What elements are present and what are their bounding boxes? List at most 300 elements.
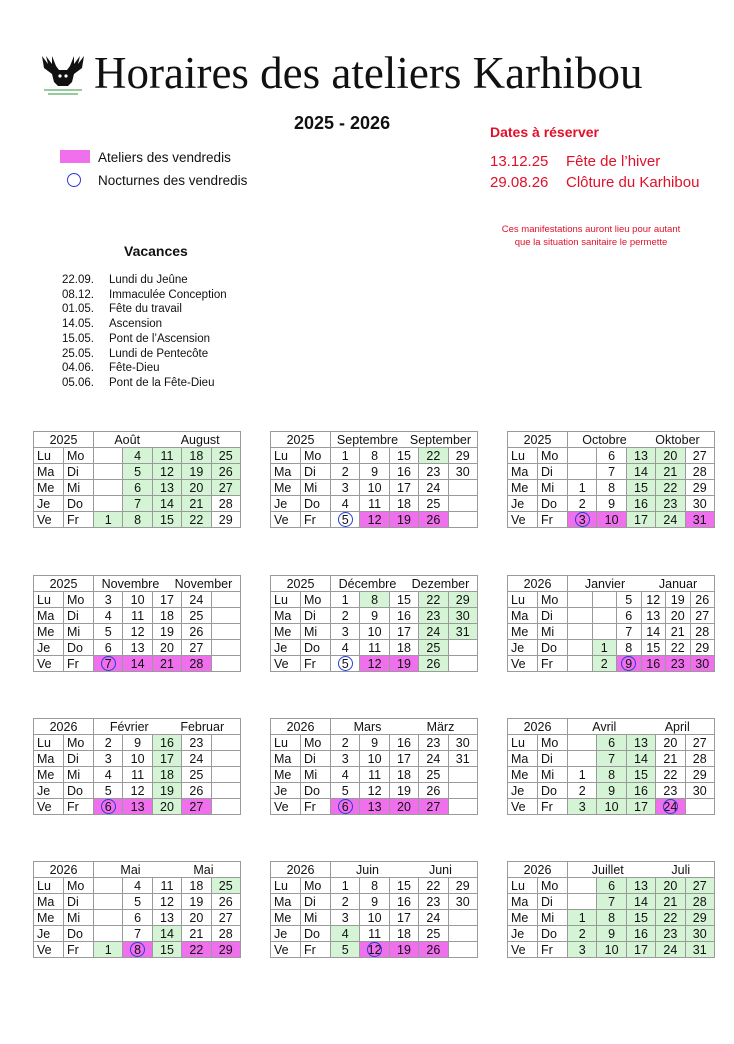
calendar-day-cell: 19: [666, 592, 691, 608]
calendar-week-row: [271, 592, 478, 608]
calendar-day-cell: 7: [597, 751, 626, 767]
calendar-day-cell: 26: [211, 894, 240, 910]
calendar-day-cell: 25: [182, 608, 211, 624]
calendar-day-cell: 27: [685, 878, 714, 894]
calendar-day-cell: 18: [389, 926, 418, 942]
calendar-day-cell: 7: [123, 496, 152, 512]
weekday-fr: Ma: [508, 464, 538, 480]
calendar-day-cell: 14: [152, 926, 181, 942]
weekday-fr: Ve: [271, 512, 301, 528]
calendar-day-cell: 26: [419, 512, 448, 528]
month-name-fr: Janvier: [584, 576, 626, 591]
calendar-day-cell: 5: [617, 592, 642, 608]
calendar-day-cell: 10: [360, 624, 389, 640]
month-calendar: [33, 431, 241, 528]
calendar-day-cell: 16: [389, 464, 418, 480]
calendar-day-cell: 6: [123, 910, 152, 926]
calendar-day-cell: 1: [331, 878, 360, 894]
month-name-fr: Février: [109, 719, 149, 734]
calendar-day-cell: 19: [389, 942, 418, 958]
calendar-day-cell: 27: [211, 910, 240, 926]
calendar-year: 2026: [508, 576, 568, 592]
calendar-month-header: [568, 862, 715, 878]
weekday-de: Di: [538, 894, 568, 910]
calendar-day-cell: [448, 496, 477, 512]
calendar-day-cell: 9: [597, 783, 626, 799]
calendar-day-cell: [568, 608, 593, 624]
calendar-day-cell: 15: [152, 942, 181, 958]
calendar-day-cell: 1: [568, 480, 597, 496]
calendar-day-cell: 5: [331, 656, 360, 672]
calendar-day-cell: 13: [626, 448, 655, 464]
calendar-week-row: [508, 799, 715, 815]
weekday-fr: Je: [508, 496, 538, 512]
vacances-label: Pont de l’Ascension: [109, 332, 211, 345]
calendar-day-cell: 18: [389, 496, 418, 512]
month-name-de: Februar: [180, 719, 225, 734]
weekday-fr: Lu: [271, 735, 301, 751]
calendar-day-cell: 16: [641, 656, 666, 672]
calendar-day-cell: [211, 799, 240, 815]
calendar-day-cell: 28: [182, 656, 211, 672]
nocturne-circle-icon: [101, 656, 116, 671]
month-name-de: März: [426, 719, 455, 734]
weekday-de: Fr: [64, 942, 94, 958]
calendar-day-cell: 22: [419, 592, 448, 608]
weekday-fr: Lu: [34, 735, 64, 751]
vacances-item: [62, 362, 160, 374]
calendar-day-cell: 4: [123, 878, 152, 894]
calendar-day-cell: 19: [389, 512, 418, 528]
calendar-month-header: [94, 862, 241, 878]
calendar-day-cell: 18: [389, 767, 418, 783]
calendar-day-cell: 6: [331, 799, 360, 815]
vacances-date: 14.05.: [62, 318, 94, 331]
vacances-item: [62, 333, 210, 345]
weekday-fr: Ve: [34, 512, 64, 528]
calendar-week-row: [271, 894, 478, 910]
weekday-de: Fr: [301, 512, 331, 528]
calendar-day-cell: 23: [419, 608, 448, 624]
calendar-year: 2026: [34, 719, 94, 735]
calendar-year: 2026: [271, 862, 331, 878]
nocturne-circle-icon: [621, 656, 636, 671]
calendar-day-cell: 1: [592, 640, 617, 656]
month-name-fr: Décembre: [338, 576, 397, 591]
calendar-day-cell: 19: [182, 894, 211, 910]
weekday-de: Do: [301, 926, 331, 942]
weekday-de: Di: [538, 608, 568, 624]
calendar-day-cell: 13: [641, 608, 666, 624]
weekday-fr: Lu: [271, 878, 301, 894]
calendar-day-cell: 2: [331, 608, 360, 624]
month-name-fr: Mai: [120, 862, 141, 877]
calendar-week-row: [508, 480, 715, 496]
calendar-day-cell: 20: [656, 448, 685, 464]
calendar-day-cell: 19: [182, 464, 211, 480]
weekday-de: Fr: [64, 512, 94, 528]
weekday-de: Do: [64, 783, 94, 799]
weekday-de: Fr: [538, 656, 568, 672]
weekday-de: Mo: [301, 592, 331, 608]
weekday-de: Fr: [301, 656, 331, 672]
calendar-day-cell: [94, 878, 123, 894]
weekday-fr: Ma: [271, 608, 301, 624]
calendar-day-cell: 22: [419, 448, 448, 464]
calendar-day-cell: 12: [641, 592, 666, 608]
calendar-day-cell: 14: [626, 894, 655, 910]
weekday-de: Mi: [64, 624, 94, 640]
calendar-day-cell: 4: [331, 926, 360, 942]
calendar-day-cell: [448, 910, 477, 926]
month-name-fr: Mars: [353, 719, 382, 734]
calendar-day-cell: 29: [685, 910, 714, 926]
vacances-label: Fête du travail: [109, 303, 182, 316]
calendar-day-cell: 8: [360, 878, 389, 894]
calendar-day-cell: 26: [419, 783, 448, 799]
calendar-day-cell: 17: [626, 942, 655, 958]
calendar-week-row: [34, 656, 241, 672]
month-name-de: Mai: [193, 862, 214, 877]
nocturne-circle-icon: [338, 656, 353, 671]
calendar-day-cell: [448, 656, 477, 672]
weekday-fr: Me: [271, 767, 301, 783]
calendar-day-cell: 3: [568, 942, 597, 958]
vacances-date: 05.06.: [62, 376, 94, 389]
vacances-date: 15.05.: [62, 332, 94, 345]
calendar-day-cell: 15: [626, 767, 655, 783]
weekday-fr: Me: [34, 480, 64, 496]
weekday-de: Fr: [64, 656, 94, 672]
calendar-day-cell: 8: [597, 910, 626, 926]
calendar-day-cell: 22: [656, 767, 685, 783]
weekday-de: Fr: [538, 942, 568, 958]
calendar-week-row: [271, 910, 478, 926]
calendar-day-cell: 12: [123, 783, 152, 799]
month-name-de: November: [174, 576, 233, 591]
calendar-month-header: [94, 719, 241, 735]
calendar-day-cell: 8: [360, 448, 389, 464]
calendar-day-cell: [568, 878, 597, 894]
calendar-day-cell: [448, 942, 477, 958]
weekday-fr: Ve: [508, 799, 538, 815]
calendar-day-cell: 10: [123, 751, 152, 767]
calendar-day-cell: 8: [597, 480, 626, 496]
calendar-day-cell: [94, 894, 123, 910]
calendar-week-row: [271, 448, 478, 464]
calendar-day-cell: [592, 592, 617, 608]
calendar-day-cell: 3: [94, 592, 123, 608]
calendar-day-cell: 10: [360, 480, 389, 496]
calendar-year: 2025: [508, 432, 568, 448]
calendar-month-header: [94, 576, 241, 592]
calendar-day-cell: 31: [685, 942, 714, 958]
weekday-fr: Me: [34, 624, 64, 640]
calendar-day-cell: 15: [389, 448, 418, 464]
calendar-day-cell: 10: [360, 751, 389, 767]
calendar-day-cell: 22: [656, 910, 685, 926]
reserve-event: Clôture du Karhibou: [566, 174, 700, 191]
calendar-week-row: [271, 735, 478, 751]
calendar-day-cell: 16: [626, 926, 655, 942]
weekday-de: Do: [301, 783, 331, 799]
weekday-de: Di: [301, 894, 331, 910]
weekday-fr: Ve: [271, 656, 301, 672]
calendar-day-cell: 24: [419, 624, 448, 640]
month-name-fr: Août: [114, 432, 141, 447]
calendar-week-row: [508, 878, 715, 894]
calendar-day-cell: 21: [182, 926, 211, 942]
calendar-day-cell: 25: [211, 878, 240, 894]
calendar-day-cell: 15: [152, 512, 181, 528]
calendar-day-cell: 15: [389, 592, 418, 608]
calendar-day-cell: [568, 894, 597, 910]
calendar-day-cell: [592, 608, 617, 624]
calendar-day-cell: 17: [152, 592, 181, 608]
calendar-day-cell: [211, 640, 240, 656]
calendar-day-cell: 5: [123, 894, 152, 910]
calendar-week-row: [271, 942, 478, 958]
calendar-week-row: [271, 767, 478, 783]
calendar-day-cell: 2: [568, 926, 597, 942]
calendar-day-cell: 11: [360, 640, 389, 656]
month-calendar: [270, 718, 478, 815]
calendar-day-cell: 11: [152, 878, 181, 894]
calendar-day-cell: [568, 735, 597, 751]
calendar-day-cell: 3: [331, 480, 360, 496]
weekday-de: Mo: [538, 878, 568, 894]
calendar-day-cell: 20: [182, 480, 211, 496]
calendar-day-cell: 17: [389, 480, 418, 496]
calendar-day-cell: 29: [448, 878, 477, 894]
calendar-day-cell: 9: [597, 496, 626, 512]
calendar-week-row: [271, 751, 478, 767]
calendar-day-cell: [448, 799, 477, 815]
calendar-week-row: [508, 592, 715, 608]
weekday-de: Di: [64, 464, 94, 480]
year-range: 2025 - 2026: [294, 113, 391, 133]
calendar-day-cell: 25: [211, 448, 240, 464]
calendar-day-cell: 31: [448, 624, 477, 640]
calendar-day-cell: [568, 592, 593, 608]
weekday-fr: Ma: [34, 464, 64, 480]
calendar-day-cell: [568, 640, 593, 656]
calendar-day-cell: 29: [211, 512, 240, 528]
calendar-day-cell: [568, 448, 597, 464]
calendar-day-cell: 26: [419, 942, 448, 958]
calendar-day-cell: 30: [685, 496, 714, 512]
calendar-day-cell: 9: [617, 656, 642, 672]
calendar-day-cell: 22: [182, 512, 211, 528]
weekday-de: Do: [538, 496, 568, 512]
calendar-day-cell: 18: [182, 448, 211, 464]
calendar-day-cell: 25: [419, 767, 448, 783]
weekday-fr: Me: [508, 480, 538, 496]
calendar-day-cell: 20: [389, 799, 418, 815]
calendar-day-cell: 10: [597, 942, 626, 958]
calendar-day-cell: 12: [360, 942, 389, 958]
vacances-date: 22.09.: [62, 274, 94, 286]
calendar-day-cell: 15: [389, 878, 418, 894]
calendar-week-row: [508, 894, 715, 910]
weekday-fr: Lu: [271, 592, 301, 608]
calendar-day-cell: 7: [597, 464, 626, 480]
weekday-fr: Je: [34, 640, 64, 656]
calendar-day-cell: 27: [685, 448, 714, 464]
calendar-day-cell: 26: [211, 464, 240, 480]
calendar-day-cell: 2: [331, 735, 360, 751]
calendar-day-cell: 29: [448, 592, 477, 608]
calendar-week-row: [271, 512, 478, 528]
calendar-day-cell: 13: [152, 480, 181, 496]
calendar-day-cell: 17: [626, 799, 655, 815]
month-calendar: [507, 718, 715, 815]
calendar-day-cell: 1: [331, 448, 360, 464]
calendar-day-cell: 2: [331, 464, 360, 480]
weekday-fr: Je: [34, 926, 64, 942]
calendar-day-cell: 28: [690, 624, 715, 640]
calendar-day-cell: 1: [94, 942, 123, 958]
calendar-day-cell: [592, 624, 617, 640]
weekday-de: Mi: [538, 910, 568, 926]
calendar-week-row: [34, 894, 241, 910]
calendar-day-cell: 19: [152, 624, 181, 640]
calendar-day-cell: 9: [360, 894, 389, 910]
nocturne-legend-circle-icon: [67, 173, 81, 187]
weekday-de: Mi: [64, 480, 94, 496]
month-name-de: August: [180, 432, 220, 447]
calendar-day-cell: 6: [94, 799, 123, 815]
calendar-day-cell: 29: [685, 480, 714, 496]
calendar-day-cell: 6: [123, 480, 152, 496]
calendar-week-row: [271, 783, 478, 799]
calendar-week-row: [34, 942, 241, 958]
calendar-year: 2025: [34, 576, 94, 592]
calendar-day-cell: 29: [690, 640, 715, 656]
weekday-fr: Lu: [34, 592, 64, 608]
weekday-de: Di: [301, 464, 331, 480]
calendar-day-cell: 22: [419, 878, 448, 894]
calendar-day-cell: 8: [597, 767, 626, 783]
calendar-day-cell: 12: [123, 624, 152, 640]
calendar-day-cell: 5: [331, 942, 360, 958]
weekday-fr: Je: [508, 783, 538, 799]
calendar-week-row: [34, 735, 241, 751]
nocturne-circle-icon: [101, 799, 116, 814]
calendar-day-cell: 25: [419, 496, 448, 512]
calendar-day-cell: 2: [568, 783, 597, 799]
calendar-day-cell: 27: [211, 480, 240, 496]
calendar-day-cell: 16: [626, 783, 655, 799]
calendar-day-cell: 3: [331, 751, 360, 767]
weekday-fr: Ve: [271, 942, 301, 958]
calendar-day-cell: 16: [389, 608, 418, 624]
calendar-day-cell: 17: [389, 624, 418, 640]
nocturne-legend-label: Nocturnes des vendredis: [98, 173, 248, 188]
calendar-week-row: [508, 751, 715, 767]
vacances-label: Lundi du Jeûne: [109, 274, 188, 286]
weekday-fr: Lu: [508, 735, 538, 751]
weekday-fr: Ve: [34, 942, 64, 958]
weekday-fr: Je: [271, 640, 301, 656]
calendar-day-cell: 4: [331, 640, 360, 656]
calendar-week-row: [34, 878, 241, 894]
weekday-de: Do: [64, 640, 94, 656]
calendar-day-cell: [448, 926, 477, 942]
calendar-day-cell: 16: [389, 894, 418, 910]
calendar-day-cell: [211, 624, 240, 640]
vacances-label: Immaculée Conception: [109, 288, 227, 301]
vacances-title: Vacances: [124, 243, 188, 259]
calendar-day-cell: 1: [568, 767, 597, 783]
calendar-day-cell: 5: [94, 624, 123, 640]
reserve-dates-title: Dates à réserver: [490, 124, 599, 140]
calendar-day-cell: [211, 592, 240, 608]
calendar-day-cell: 24: [182, 592, 211, 608]
calendar-day-cell: [211, 767, 240, 783]
calendar-day-cell: 26: [182, 624, 211, 640]
calendar-day-cell: 9: [123, 735, 152, 751]
calendar-day-cell: 24: [656, 799, 685, 815]
month-name-de: Juni: [428, 862, 452, 877]
nocturne-circle-icon: [130, 942, 145, 957]
calendar-day-cell: 24: [182, 751, 211, 767]
calendar-day-cell: 4: [94, 767, 123, 783]
weekday-de: Mo: [538, 735, 568, 751]
calendar-week-row: [508, 783, 715, 799]
calendar-month-header: [331, 432, 478, 448]
calendar-day-cell: 3: [331, 624, 360, 640]
calendar-week-row: [271, 878, 478, 894]
calendar-week-row: [508, 735, 715, 751]
calendar-week-row: [34, 783, 241, 799]
calendar-day-cell: [448, 640, 477, 656]
month-calendar: [270, 431, 478, 528]
weekday-de: Do: [538, 640, 568, 656]
calendar-month-header: [94, 432, 241, 448]
calendar-day-cell: 23: [656, 926, 685, 942]
weekday-de: Di: [301, 751, 331, 767]
weekday-fr: Ve: [508, 656, 538, 672]
calendar-day-cell: 9: [360, 735, 389, 751]
calendar-week-row: [34, 767, 241, 783]
calendar-day-cell: 4: [123, 448, 152, 464]
calendar-week-row: [34, 512, 241, 528]
calendar-day-cell: 20: [182, 910, 211, 926]
weekday-de: Mi: [301, 767, 331, 783]
calendar-week-row: [271, 608, 478, 624]
calendar-day-cell: 12: [360, 512, 389, 528]
weekday-de: Mi: [538, 480, 568, 496]
calendar-day-cell: 3: [94, 751, 123, 767]
weekday-fr: Me: [508, 767, 538, 783]
calendar-day-cell: 2: [331, 894, 360, 910]
calendar-week-row: [34, 751, 241, 767]
calendar-day-cell: 24: [419, 910, 448, 926]
calendar-day-cell: [448, 480, 477, 496]
calendar-day-cell: 8: [617, 640, 642, 656]
calendar-day-cell: 29: [211, 942, 240, 958]
reserve-date-item: [490, 174, 699, 191]
nocturne-circle-icon: [338, 799, 353, 814]
calendar-day-cell: 4: [94, 608, 123, 624]
calendar-week-row: [271, 926, 478, 942]
weekday-fr: Me: [271, 480, 301, 496]
calendar-day-cell: 25: [182, 767, 211, 783]
page-title: Horaires des ateliers Karhibou: [94, 48, 643, 98]
calendar-day-cell: 24: [419, 480, 448, 496]
calendar-day-cell: 9: [597, 926, 626, 942]
